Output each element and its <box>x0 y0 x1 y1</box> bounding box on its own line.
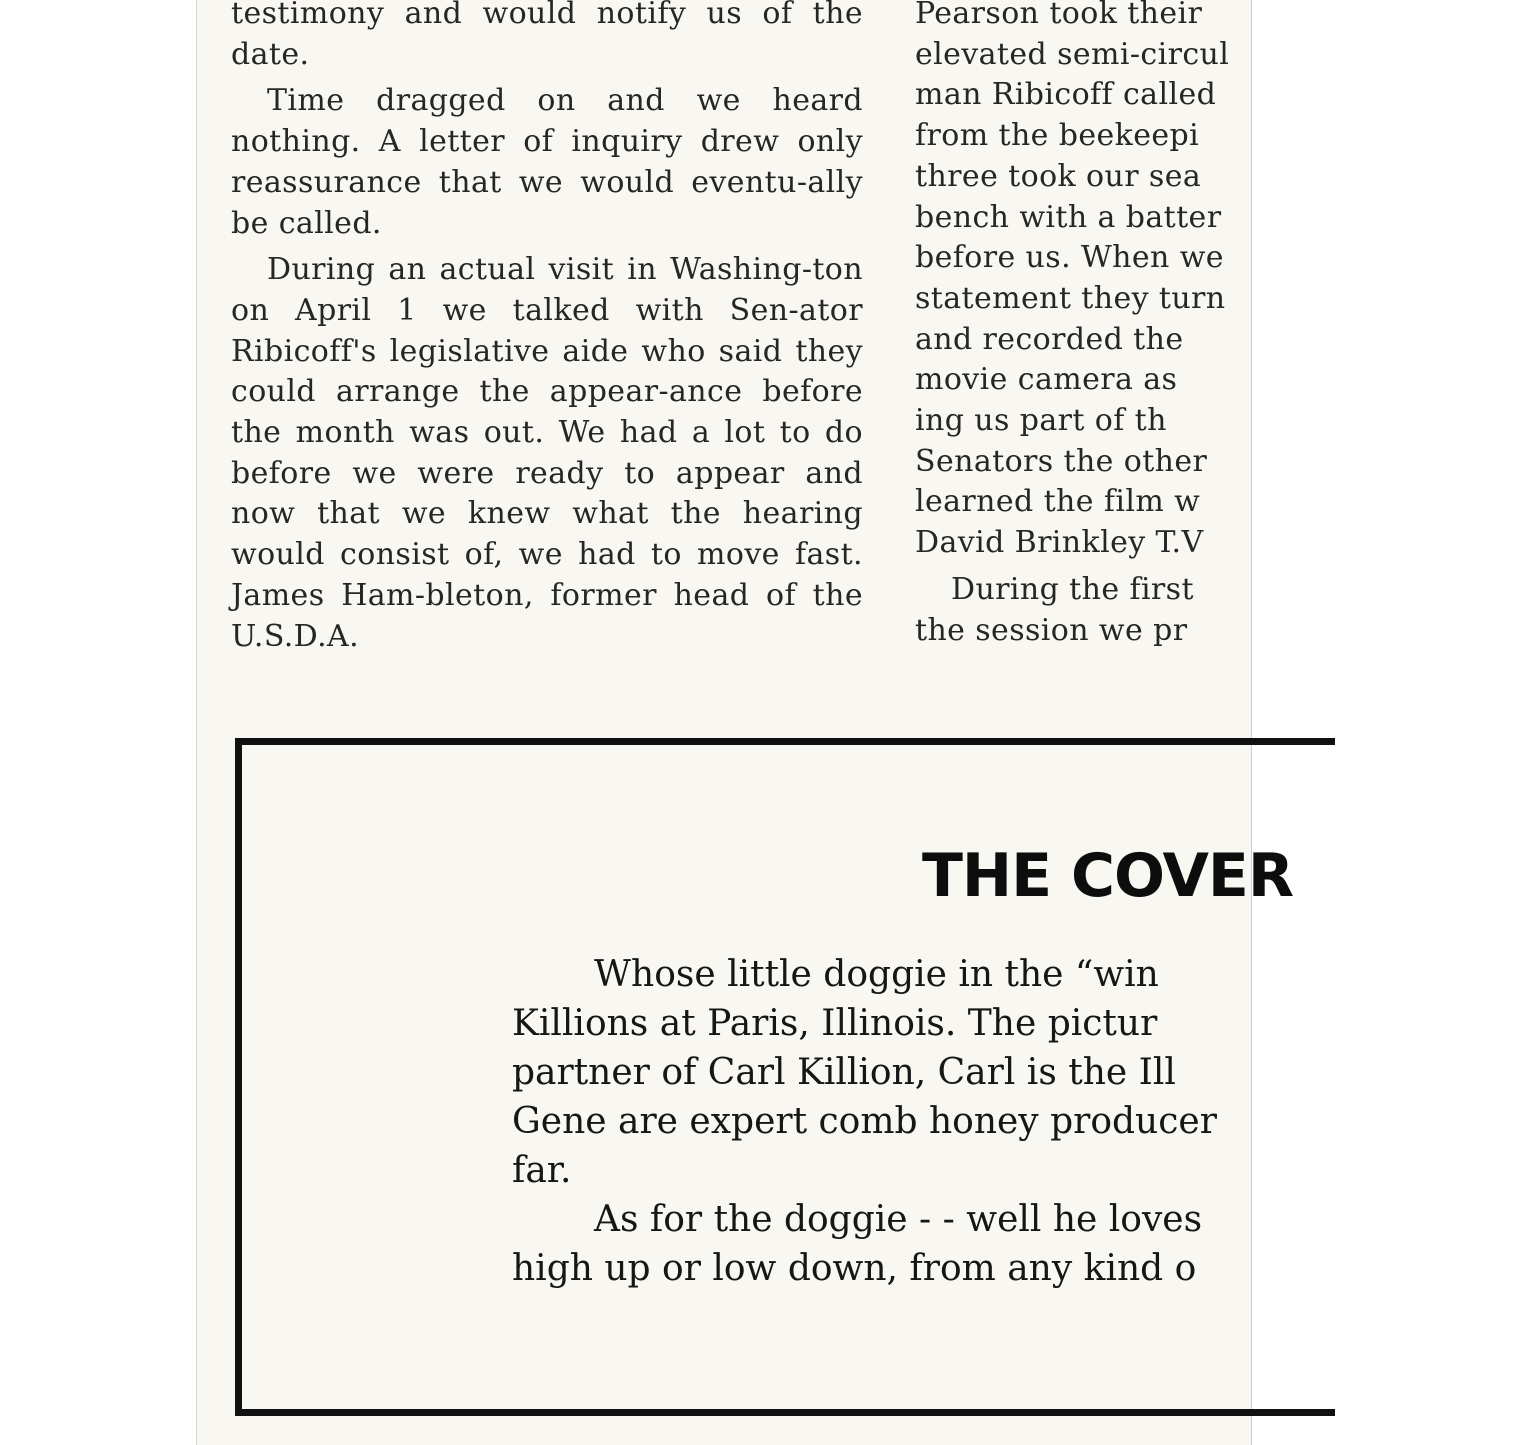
right-line: Senators the other <box>915 443 1208 479</box>
cover-line: far. <box>512 1150 572 1191</box>
cover-description-box <box>235 738 1335 1416</box>
cover-line: Whose little doggie in the “win <box>594 954 1159 995</box>
right-line: before us. When we <box>915 240 1224 276</box>
right-line: Pearson took their <box>915 0 1203 31</box>
cover-line: high up or low down, from any kind o <box>512 1248 1197 1289</box>
right-line: man Ribicoff called <box>915 77 1217 113</box>
paragraph-washington-visit: During an actual visit in Washing-ton on April 1 we talked with Sen-ator Ribicoff's legislative aide who said they could arrange the appear-ance before the month was out. We had a lot to do before we were ready to appear and now that we knew what the hearing would consist of, we had to move fast. James Ham-bleton, former head of the U.S.D.A. <box>231 252 863 654</box>
right-line: and recorded the <box>915 321 1184 357</box>
right-text-column <box>915 0 1535 651</box>
cover-description-text <box>512 950 1217 1293</box>
right-line: bench with a batter <box>915 199 1222 235</box>
right-line: elevated semi-circul <box>915 36 1230 72</box>
paragraph-testimony: testimony and would notify us of the date. <box>231 0 863 72</box>
right-line: learned the film w <box>915 484 1201 520</box>
cover-line: As for the doggie - - well he loves <box>594 1199 1203 1240</box>
right-line: three took our sea <box>915 158 1202 194</box>
right-line: ing us part of th <box>915 403 1167 439</box>
right-line: David Brinkley T.V <box>915 525 1204 561</box>
right-line: the session we pr <box>915 612 1188 648</box>
cover-line: Gene are expert comb honey producer <box>512 1101 1217 1142</box>
cover-line: Killions at Paris, Illinois. The pictur <box>512 1003 1158 1044</box>
paragraph-time-dragged: Time dragged on and we heard nothing. A letter of inquiry drew only reassurance that we would eventu-ally be called. <box>231 83 863 241</box>
right-line: During the first <box>951 571 1194 607</box>
right-line: movie camera as <box>915 362 1178 398</box>
magazine-clipping <box>196 0 1294 1445</box>
right-line: from the beekeepi <box>915 118 1200 154</box>
right-line: statement they turn <box>915 280 1226 316</box>
left-text-column <box>231 0 863 663</box>
cover-title: THE COVER <box>922 841 1294 911</box>
cover-line: partner of Carl Killion, Carl is the Ill <box>512 1052 1176 1093</box>
